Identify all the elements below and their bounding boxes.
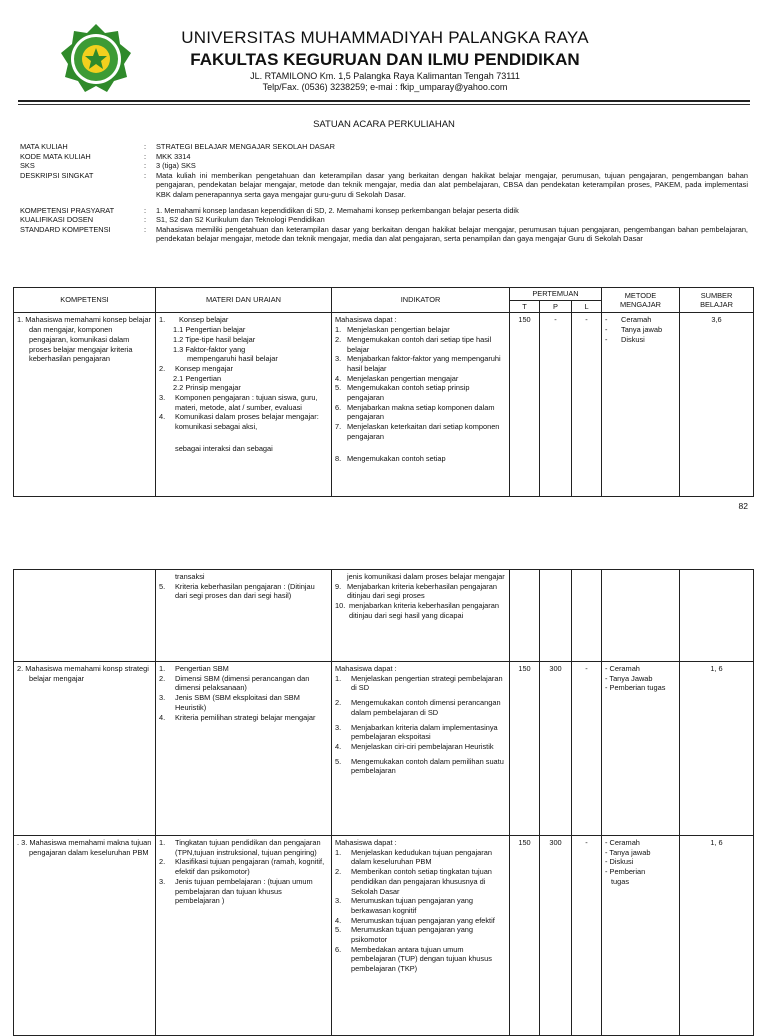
indikator-cell: jenis komunikasi dalam proses belajar mengajar 9. Menjabarkan kriteria keberhasilan pengajaran ditinjau dari segi proses 10. menjabarkan kriteria keberhasilan pengajaran ditinjau dari segi hasil yang dicapai — [332, 570, 510, 662]
metode-cell: - Ceramah - Tanya jawab - Diskusi — [602, 313, 680, 497]
header-metode: METODE MENGAJAR — [602, 288, 680, 313]
faculty-name: FAKULTAS KEGURUAN DAN ILMU PENDIDIKAN — [190, 50, 580, 69]
sumber-cell: 1, 6 — [680, 662, 754, 836]
sumber-cell: 3,6 — [680, 313, 754, 497]
page-number: 82 — [738, 501, 748, 511]
pertemuan-l: - — [572, 662, 602, 836]
contact: Telp/Fax. (0536) 3238259; e-mai : fkip_umparay@yahoo.com — [262, 82, 508, 92]
kompetensi-cell: 2. Mahasiswa memahami konsp strategi belajar mengajar — [14, 662, 156, 836]
header-kompetensi: KOMPETENSI — [14, 288, 156, 313]
materi-cell: 1. Konsep belajar 1.1 Pengertian belajar 1.2 Tipe-tipe hasil belajar 1.3 Faktor-faktor yang mempengaruhi hasil belajar 2. Konsep mengajar 2.1 Pengertian 2.2 Prinsip mengajar 3. Komponen pengajaran : tujuan siswa, guru, materi, metode, alat / sumber, evaluasi 4. Komunikasi dalam proses belajar mengajar: komunikasi sebagai aksi, sebagai interaksi dan sebagai — [156, 313, 332, 497]
pertemuan-l: - — [572, 836, 602, 1036]
indikator-cell: Mahasiswa dapat : 1. Menjelaskan pengertian strategi pembelajaran di SD 2. Mengemukakan contoh dimensi perancangan dalam pembelajaran di SD 3. Menjabarkan kriteria dalam implementasinya pembelajaran ekspoitasi 4. Menjelaskan ciri-ciri pembelajaran Heuristik 5. Mengemukakan contoh dalam pemilihan suatu pembelajaran — [332, 662, 510, 836]
materi-cell: 1. Pengertian SBM 2. Dimensi SBM (dimensi perancangan dan dimensi pelaksanaan) 3. Jenis SBM (SBM eksploitasi dan SBM Heuristik) 4. Kriteria pemilihan strategi belajar mengajar — [156, 662, 332, 836]
table-row — [14, 570, 754, 662]
competency-table — [13, 287, 754, 497]
sumber-cell: 1, 6 — [680, 836, 754, 1036]
header-t: T — [510, 300, 540, 313]
info-row: SKS : 3 (tiga) SKS — [20, 161, 196, 171]
header-pertemuan: PERTEMUAN — [510, 288, 602, 301]
kompetensi-cell — [14, 570, 156, 662]
header-l: L — [572, 300, 602, 313]
pertemuan-p: 300 — [540, 662, 572, 836]
competency-table-continued — [13, 569, 754, 1036]
pertemuan-l: - — [572, 313, 602, 497]
header-divider-thin — [18, 104, 750, 105]
info-row: KUALIFIKASI DOSEN : S1, S2 dan S2 Kurikulum dan Teknologi Pendidikan — [20, 215, 325, 225]
course-info — [20, 142, 748, 244]
info-row: KOMPETENSI PRASYARAT : 1. Memahami konsep landasan kependidikan di SD, 2. Memahami konsep perkembangan belajar peserta didik — [20, 205, 519, 215]
materi-cell: transaksi 5. Kriteria keberhasilan pengajaran : (Ditinjau dari segi proses dan dari segi hasil) — [156, 570, 332, 662]
document-title: SATUAN ACARA PERKULIAHAN — [313, 119, 455, 130]
metode-cell: - Ceramah - Tanya Jawab - Pemberian tugas — [602, 662, 680, 836]
header-indikator: INDIKATOR — [332, 288, 510, 313]
pertemuan-t: 150 — [510, 313, 540, 497]
info-row: STANDARD KOMPETENSI : Mahasiswa memiliki pengetahuan dan keterampilan dasar yang berkaitan dengan hakikat belajar mengajar, perumusan tujuan pengajaran, pengembangan bahan pembelajaran, pendekatan belajar mengajar, metode dan teknik mengajar, media dan alat pengajaran, serta penampilan dan gaya mengajar Guru di Sekolah Dasar — [20, 224, 748, 244]
address: JL. RTAMILONO Km. 1,5 Palangka Raya Kalimantan Tengah 73111 — [250, 71, 520, 81]
university-seal-icon — [60, 23, 132, 95]
materi-cell: 1. Tingkatan tujuan pendidikan dan pengajaran (TPN,tujuan instruksional, tujuan pengiring) 2. Klasifikasi tujuan pengajaran (ramah, kognitif, efektif dan psikomotor) 3. Jenis tujuan pembelajaran : (tujuan umum pembelajaran dan tujuan khusus pembelajaran ) — [156, 836, 332, 1036]
header-materi: MATERI DAN URAIAN — [156, 288, 332, 313]
pertemuan-t: 150 — [510, 836, 540, 1036]
info-row: KODE MATA KULIAH : MKK 3314 — [20, 151, 191, 161]
header-divider — [18, 100, 750, 102]
table-row — [14, 313, 754, 497]
info-row: DESKRIPSI SINGKAT : Mata kuliah ini memberikan pengetahuan dan keterampilan dasar yang berkaitan dengan hakikat belajar mengajar, perumusan, tujuan pengajaran, pengembangan bahan pengajaran, pendekatan belajar mengajar, metode dan teknik mengajar, media dan alat pembelajaran, CBSA dan pendekatan keterampilan proses, PAKEM, pada implementasi KBK dalam penerapannya serta gaya mengajar guru-guru di Sekolah Dasar. — [20, 170, 748, 199]
metode-cell: - Ceramah - Tanya jawab - Diskusi - Pemberian tugas — [602, 836, 680, 1036]
header-sumber: SUMBER BELAJAR — [680, 288, 754, 313]
kompetensi-cell: 1. Mahasiswa memahami konsep belajar dan mengajar, komponen pengajaran, komunikasi dalam proses belajar mengajar kriteria keberhasilan pengajaran — [14, 313, 156, 497]
kompetensi-cell: . 3. Mahasiswa memahami makna tujuan pengajaran dalam keseluruhan PBM — [14, 836, 156, 1036]
university-name: UNIVERSITAS MUHAMMADIYAH PALANGKA RAYA — [181, 28, 589, 47]
pertemuan-p: 300 — [540, 836, 572, 1036]
indikator-cell: Mahasiswa dapat : 1. Menjelaskan pengertian belajar 2. Mengemukakan contoh dari setiap tipe hasil belajar 3. Menjabarkan faktor-faktor yang mempengaruhi hasil belajar 4. Menjelaskan pengertian mengajar 5. Mengemukakan contoh setiap prinsip pengajaran 6. Menjabarkan makna setiap komponen dalam pengajaran 7. Menjelaskan keterkaitan dari setiap komponen pengajaran 8. Mengemukakan contoh setiap — [332, 313, 510, 497]
indikator-cell: Mahasiswa dapat : 1. Menjelaskan kedudukan tujuan pengajaran dalam keseluruhan PBM 2. Memberikan contoh setiap tingkatan tujuan pendidikan dan pengajaran khususnya di Sekolah Dasar 3. Merumuskan tujuan pengajaran yang berkawasan kognitif 4. Merumuskan tujuan pengajaran yang efektif 5. Merumuskan tujuan pengajaran yang psikomotor 6. Membedakan antara tujuan umum pembelajaran (TUP) dengan tujuan khusus pembelajaran (TKP) — [332, 836, 510, 1036]
info-row: MATA KULIAH : STRATEGI BELAJAR MENGAJAR SEKOLAH DASAR — [20, 142, 335, 151]
table-row — [14, 836, 754, 1036]
table-row — [14, 662, 754, 836]
pertemuan-p: - — [540, 313, 572, 497]
pertemuan-t: 150 — [510, 662, 540, 836]
header-p: P — [540, 300, 572, 313]
